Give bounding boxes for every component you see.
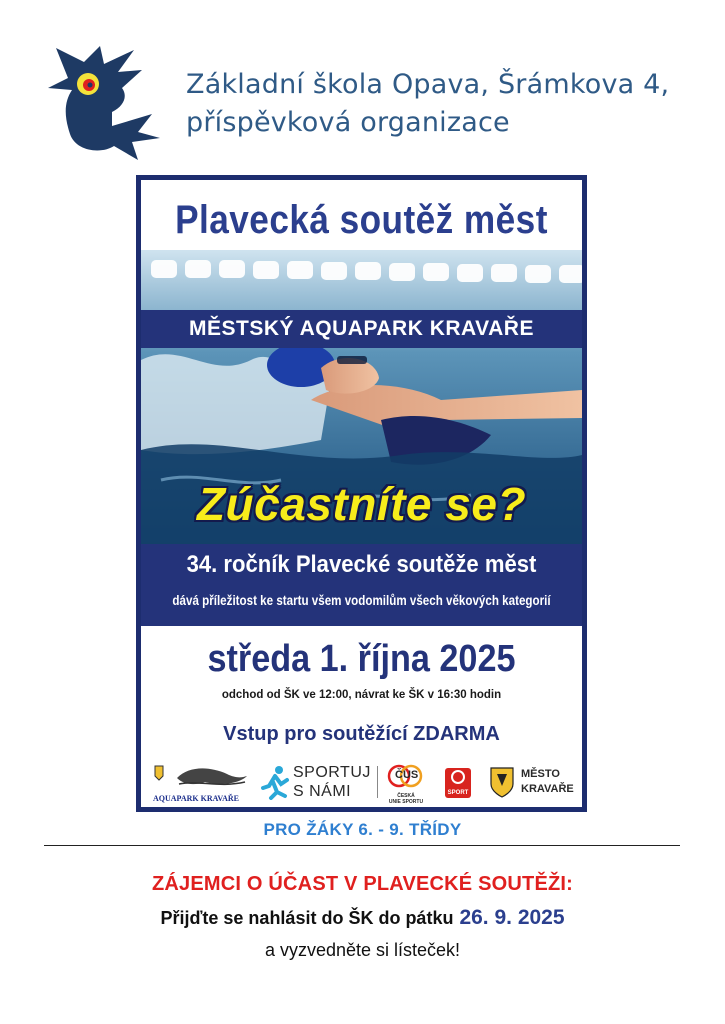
interest-heading: ZÁJEMCI O ÚČAST V PLAVECKÉ SOUTĚŽI: [151,873,574,895]
mesto-line2: KRAVAŘE [521,783,574,795]
tagline-text: dává příležitost ke startu všem vodomilům všech věkových kategorií [172,593,551,608]
sponsor-logos [141,762,582,804]
aquapark-swimmer-icon [149,762,249,792]
edition-text: 34. ročník Plavecké soutěže měst [186,551,537,578]
poster-title: Plavecká soutěž měst [175,198,548,242]
target-grades: PRO ŽÁKY 6. - 9. TŘÍDY [263,820,462,839]
sportuj-line1: SPORTUJ [293,764,371,781]
kravare-coat-of-arms-icon [489,766,515,798]
edition-block [141,544,582,626]
register-text: Přijďte se nahlásit do ŠK do pátku [160,908,454,928]
school-name-line2: příspěvková organizace [186,107,510,138]
cus-line1: ČESKÁ [397,793,415,799]
logo-divider [377,766,378,798]
ticket-instruction: a vyzvedněte si lísteček! [264,940,461,960]
cus-line2: UNIE SPORTU [388,799,424,805]
sport-badge [445,768,471,798]
aquapark-label: AQUAPARK KRAVAŘE [153,794,240,803]
register-deadline: 26. 9. 2025 [459,906,565,929]
runner-icon [259,764,291,800]
sport-badge-logo [441,762,475,804]
sport-badge-label: SPORT [447,790,469,796]
sportuj-logo [259,762,377,804]
mesto-kravare-logo [489,762,581,804]
event-schedule: odchod od ŠK ve 12:00, návrat ke ŠK v 16:30 hodin [221,689,502,701]
poster-inner [141,180,582,807]
cus-letters: ČUS [395,769,419,781]
register-instruction [0,906,725,930]
school-name [186,66,706,142]
mesto-line1: MĚSTO [521,768,560,780]
sportuj-line2: S NÁMI [293,783,352,800]
venue-banner: MĚSTSKÝ AQUAPARK KRAVAŘE [141,310,582,348]
school-logo [42,42,164,164]
event-date: středa 1. října 2025 [207,638,516,680]
entry-info: Vstup pro soutěžící ZDARMA [223,723,500,745]
school-name-line1: Základní škola Opava, Šrámkova 4, [186,69,670,100]
cus-logo [383,762,429,804]
poster-question: Zúčastníte se? [196,478,527,530]
aquapark-logo [149,762,249,804]
event-poster [136,175,587,812]
sport-badge-icon [445,768,471,786]
section-divider [44,845,680,846]
